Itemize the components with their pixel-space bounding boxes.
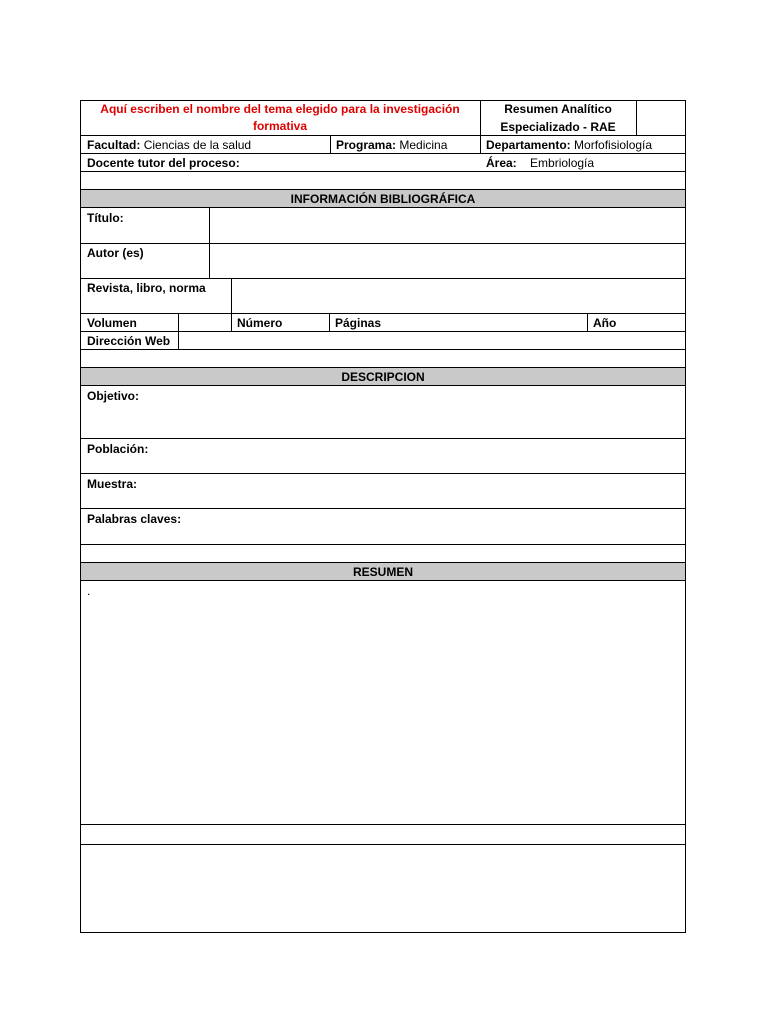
autor-label: Autor (es) bbox=[87, 246, 144, 260]
doc-title-line1: Resumen Analítico bbox=[504, 102, 612, 116]
hline bbox=[80, 189, 686, 190]
departamento-label: Departamento: bbox=[486, 138, 571, 152]
revista-input[interactable] bbox=[232, 279, 685, 313]
objetivo-label: Objetivo: bbox=[87, 389, 140, 403]
programa-field bbox=[336, 138, 447, 152]
area-label: Área: bbox=[486, 156, 517, 170]
facultad-value[interactable]: Ciencias de la salud bbox=[143, 138, 252, 152]
hline bbox=[80, 313, 686, 314]
web-input[interactable] bbox=[179, 332, 685, 349]
muestra-label: Muestra: bbox=[87, 477, 138, 491]
volumen-label: Volumen bbox=[87, 316, 137, 330]
programa-value[interactable]: Medicina bbox=[399, 138, 448, 152]
vline bbox=[636, 100, 637, 135]
facultad-label: Facultad: bbox=[87, 138, 141, 152]
vline bbox=[330, 135, 331, 153]
hline bbox=[80, 544, 686, 545]
hline bbox=[80, 349, 686, 350]
hline bbox=[80, 367, 686, 368]
hline bbox=[80, 508, 686, 509]
vline bbox=[480, 100, 481, 153]
departamento-value[interactable]: Morfofisiología bbox=[574, 138, 653, 152]
vline bbox=[231, 313, 232, 331]
web-label: Dirección Web bbox=[87, 334, 171, 348]
facultad-field bbox=[87, 138, 251, 152]
vline bbox=[587, 313, 588, 331]
revista-label: Revista, libro, norma bbox=[87, 281, 206, 295]
resumen-body[interactable]: . bbox=[87, 584, 91, 598]
topic-placeholder[interactable]: Aquí escriben el nombre del tema elegido para la investigación formativa bbox=[100, 102, 460, 133]
titulo-input[interactable] bbox=[210, 208, 685, 243]
hline bbox=[80, 171, 686, 172]
hline bbox=[80, 135, 686, 136]
hline bbox=[80, 473, 686, 474]
hline bbox=[80, 438, 686, 439]
hline bbox=[80, 824, 686, 825]
area-value[interactable]: Embriología bbox=[530, 156, 595, 170]
vline bbox=[329, 313, 330, 331]
resumen-section-title: RESUMEN bbox=[352, 565, 413, 579]
palabras-claves-label: Palabras claves: bbox=[87, 512, 182, 526]
hline bbox=[80, 580, 686, 581]
docente-label: Docente tutor del proceso: bbox=[87, 156, 240, 170]
poblacion-label: Población: bbox=[87, 442, 149, 456]
doc-title-line2: Especializado - RAE bbox=[500, 120, 616, 134]
area-field bbox=[486, 156, 594, 170]
programa-label: Programa: bbox=[336, 138, 397, 152]
paginas-label: Páginas bbox=[335, 316, 382, 330]
volumen-input[interactable] bbox=[179, 314, 231, 331]
anio-label: Año bbox=[593, 316, 617, 330]
descripcion-section-title: DESCRIPCION bbox=[341, 370, 425, 384]
hline bbox=[80, 844, 686, 845]
autor-input[interactable] bbox=[210, 244, 685, 278]
biblio-section-title: INFORMACIÓN BIBLIOGRÁFICA bbox=[290, 192, 476, 206]
hline bbox=[80, 153, 686, 154]
numero-label: Número bbox=[237, 316, 283, 330]
departamento-field bbox=[486, 138, 652, 152]
hline bbox=[80, 385, 686, 386]
titulo-label: Título: bbox=[87, 211, 124, 225]
hline bbox=[80, 562, 686, 563]
